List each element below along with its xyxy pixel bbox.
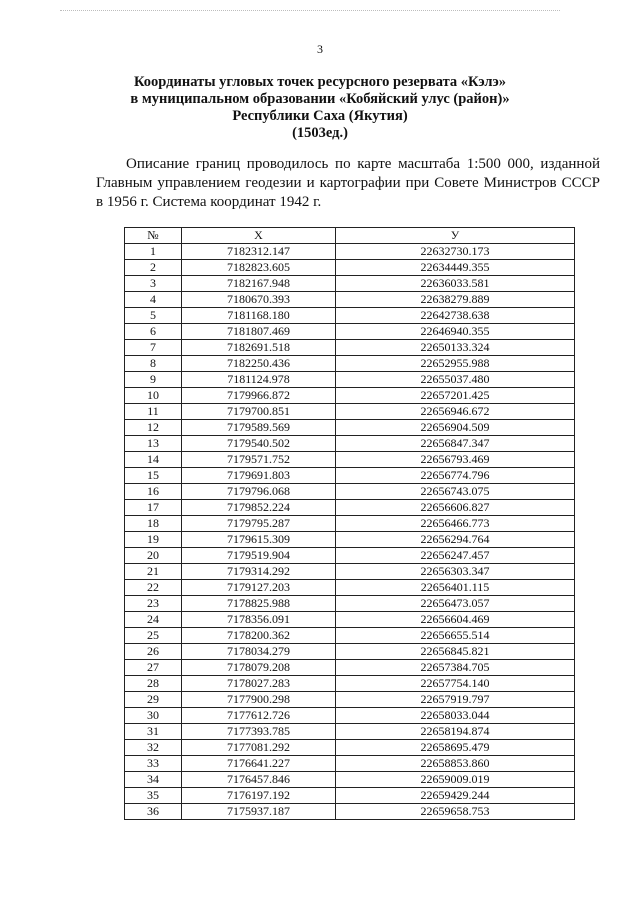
table-row <box>125 356 575 372</box>
cell-y: 22656743.075 <box>336 484 575 500</box>
cell-y: 22656845.821 <box>336 644 575 660</box>
cell-number: 18 <box>125 516 182 532</box>
cell-number: 27 <box>125 660 182 676</box>
cell-x: 7179691.803 <box>182 468 336 484</box>
table-row <box>125 260 575 276</box>
cell-x: 7177393.785 <box>182 724 336 740</box>
table-row <box>125 500 575 516</box>
cell-number: 11 <box>125 404 182 420</box>
cell-x: 7178200.362 <box>182 628 336 644</box>
cell-x: 7177612.726 <box>182 708 336 724</box>
cell-y: 22657384.705 <box>336 660 575 676</box>
cell-x: 7179519.904 <box>182 548 336 564</box>
cell-y: 22650133.324 <box>336 340 575 356</box>
cell-y: 22658033.044 <box>336 708 575 724</box>
cell-x: 7179127.203 <box>182 580 336 596</box>
cell-number: 12 <box>125 420 182 436</box>
cell-number: 25 <box>125 628 182 644</box>
table-row <box>125 308 575 324</box>
cell-x: 7176457.846 <box>182 772 336 788</box>
cell-x: 7182250.436 <box>182 356 336 372</box>
table-row <box>125 788 575 804</box>
cell-y: 22638279.889 <box>336 292 575 308</box>
cell-y: 22656606.827 <box>336 500 575 516</box>
cell-number: 2 <box>125 260 182 276</box>
table-row <box>125 532 575 548</box>
cell-number: 17 <box>125 500 182 516</box>
cell-y: 22634449.355 <box>336 260 575 276</box>
description-paragraph <box>96 155 600 212</box>
cell-y: 22657201.425 <box>336 388 575 404</box>
table-row <box>125 692 575 708</box>
cell-x: 7179795.287 <box>182 516 336 532</box>
cell-y: 22658853.860 <box>336 756 575 772</box>
cell-number: 35 <box>125 788 182 804</box>
description-line: в 1956 г. Система координат 1942 г. <box>96 194 322 210</box>
cell-y: 22632730.173 <box>336 244 575 260</box>
cell-number: 23 <box>125 596 182 612</box>
cell-x: 7182823.605 <box>182 260 336 276</box>
cell-number: 10 <box>125 388 182 404</box>
header-number: № <box>125 228 182 244</box>
cell-x: 7178079.208 <box>182 660 336 676</box>
cell-number: 24 <box>125 612 182 628</box>
cell-y: 22646940.355 <box>336 324 575 340</box>
cell-x: 7179966.872 <box>182 388 336 404</box>
table-row <box>125 388 575 404</box>
cell-x: 7181124.978 <box>182 372 336 388</box>
cell-number: 26 <box>125 644 182 660</box>
cell-y: 22656604.469 <box>336 612 575 628</box>
table-row <box>125 324 575 340</box>
table-header-row <box>125 228 575 244</box>
table-row <box>125 660 575 676</box>
cell-y: 22656847.347 <box>336 436 575 452</box>
table-row <box>125 612 575 628</box>
cell-x: 7181168.180 <box>182 308 336 324</box>
cell-number: 33 <box>125 756 182 772</box>
cell-x: 7179589.569 <box>182 420 336 436</box>
cell-number: 28 <box>125 676 182 692</box>
cell-y: 22656466.773 <box>336 516 575 532</box>
table-row <box>125 580 575 596</box>
table-row <box>125 452 575 468</box>
cell-number: 3 <box>125 276 182 292</box>
cell-x: 7181807.469 <box>182 324 336 340</box>
header-x: Х <box>182 228 336 244</box>
cell-y: 22656401.115 <box>336 580 575 596</box>
table-row <box>125 676 575 692</box>
cell-y: 22656655.514 <box>336 628 575 644</box>
cell-x: 7182167.948 <box>182 276 336 292</box>
table-row <box>125 724 575 740</box>
table-row <box>125 340 575 356</box>
cell-x: 7176641.227 <box>182 756 336 772</box>
table-row <box>125 404 575 420</box>
table-row <box>125 756 575 772</box>
cell-x: 7179540.502 <box>182 436 336 452</box>
title-line: Координаты угловых точек ресурсного резервата «Кэлэ» <box>133 74 506 90</box>
table-row <box>125 596 575 612</box>
cell-y: 22657754.140 <box>336 676 575 692</box>
cell-y: 22656946.672 <box>336 404 575 420</box>
cell-x: 7179615.309 <box>182 532 336 548</box>
cell-number: 29 <box>125 692 182 708</box>
cell-x: 7182691.518 <box>182 340 336 356</box>
cell-x: 7179571.752 <box>182 452 336 468</box>
cell-number: 30 <box>125 708 182 724</box>
cell-x: 7179852.224 <box>182 500 336 516</box>
cell-number: 32 <box>125 740 182 756</box>
title-line: в муниципальном образовании «Кобяйский улус (район)» <box>130 91 510 107</box>
cell-y: 22656904.509 <box>336 420 575 436</box>
table-row <box>125 708 575 724</box>
cell-x: 7177900.298 <box>182 692 336 708</box>
cell-number: 21 <box>125 564 182 580</box>
description-line: Главным управлением геодезии и картографии при Совете Министров СССР <box>96 175 600 191</box>
table-row <box>125 244 575 260</box>
cell-y: 22656473.057 <box>336 596 575 612</box>
cell-y: 22656303.347 <box>336 564 575 580</box>
cell-number: 36 <box>125 804 182 820</box>
cell-number: 1 <box>125 244 182 260</box>
cell-number: 6 <box>125 324 182 340</box>
cell-y: 22655037.480 <box>336 372 575 388</box>
description-line: Описание границ проводилось по карте масштаба 1:500 000, изданной <box>126 156 600 172</box>
header-y: У <box>336 228 575 244</box>
table-row <box>125 484 575 500</box>
cell-number: 15 <box>125 468 182 484</box>
cell-y: 22658194.874 <box>336 724 575 740</box>
document-title <box>0 74 640 142</box>
cell-number: 34 <box>125 772 182 788</box>
cell-x: 7178027.283 <box>182 676 336 692</box>
cell-x: 7176197.192 <box>182 788 336 804</box>
cell-y: 22658695.479 <box>336 740 575 756</box>
cell-y: 22659658.753 <box>336 804 575 820</box>
cell-y: 22659009.019 <box>336 772 575 788</box>
cell-number: 16 <box>125 484 182 500</box>
cell-y: 22652955.988 <box>336 356 575 372</box>
table-row <box>125 804 575 820</box>
table-row <box>125 516 575 532</box>
title-line: Республики Саха (Якутия) <box>232 108 408 124</box>
cell-number: 13 <box>125 436 182 452</box>
table-row <box>125 292 575 308</box>
cell-y: 22656793.469 <box>336 452 575 468</box>
cell-number: 14 <box>125 452 182 468</box>
cell-number: 20 <box>125 548 182 564</box>
table-row <box>125 372 575 388</box>
table-row <box>125 564 575 580</box>
page-number: 3 <box>317 42 323 56</box>
cell-x: 7178034.279 <box>182 644 336 660</box>
cell-number: 7 <box>125 340 182 356</box>
cell-number: 19 <box>125 532 182 548</box>
cell-x: 7177081.292 <box>182 740 336 756</box>
table-row <box>125 644 575 660</box>
cell-number: 5 <box>125 308 182 324</box>
table-row <box>125 548 575 564</box>
cell-number: 4 <box>125 292 182 308</box>
cell-y: 22657919.797 <box>336 692 575 708</box>
cell-x: 7182312.147 <box>182 244 336 260</box>
title-line: (1503ед.) <box>292 125 348 141</box>
table-row <box>125 772 575 788</box>
table-row <box>125 628 575 644</box>
cell-y: 22659429.244 <box>336 788 575 804</box>
scan-artifact-line <box>60 10 560 11</box>
table-body <box>125 244 575 820</box>
cell-x: 7180670.393 <box>182 292 336 308</box>
table-row <box>125 420 575 436</box>
cell-x: 7179314.292 <box>182 564 336 580</box>
cell-y: 22636033.581 <box>336 276 575 292</box>
cell-x: 7175937.187 <box>182 804 336 820</box>
cell-number: 22 <box>125 580 182 596</box>
table-row <box>125 436 575 452</box>
table-row <box>125 276 575 292</box>
cell-y: 22642738.638 <box>336 308 575 324</box>
coordinates-table <box>124 227 575 820</box>
cell-x: 7178825.988 <box>182 596 336 612</box>
cell-x: 7179700.851 <box>182 404 336 420</box>
table-row <box>125 468 575 484</box>
table-row <box>125 740 575 756</box>
cell-x: 7178356.091 <box>182 612 336 628</box>
cell-y: 22656294.764 <box>336 532 575 548</box>
cell-number: 8 <box>125 356 182 372</box>
cell-number: 31 <box>125 724 182 740</box>
cell-x: 7179796.068 <box>182 484 336 500</box>
cell-y: 22656774.796 <box>336 468 575 484</box>
cell-y: 22656247.457 <box>336 548 575 564</box>
cell-number: 9 <box>125 372 182 388</box>
